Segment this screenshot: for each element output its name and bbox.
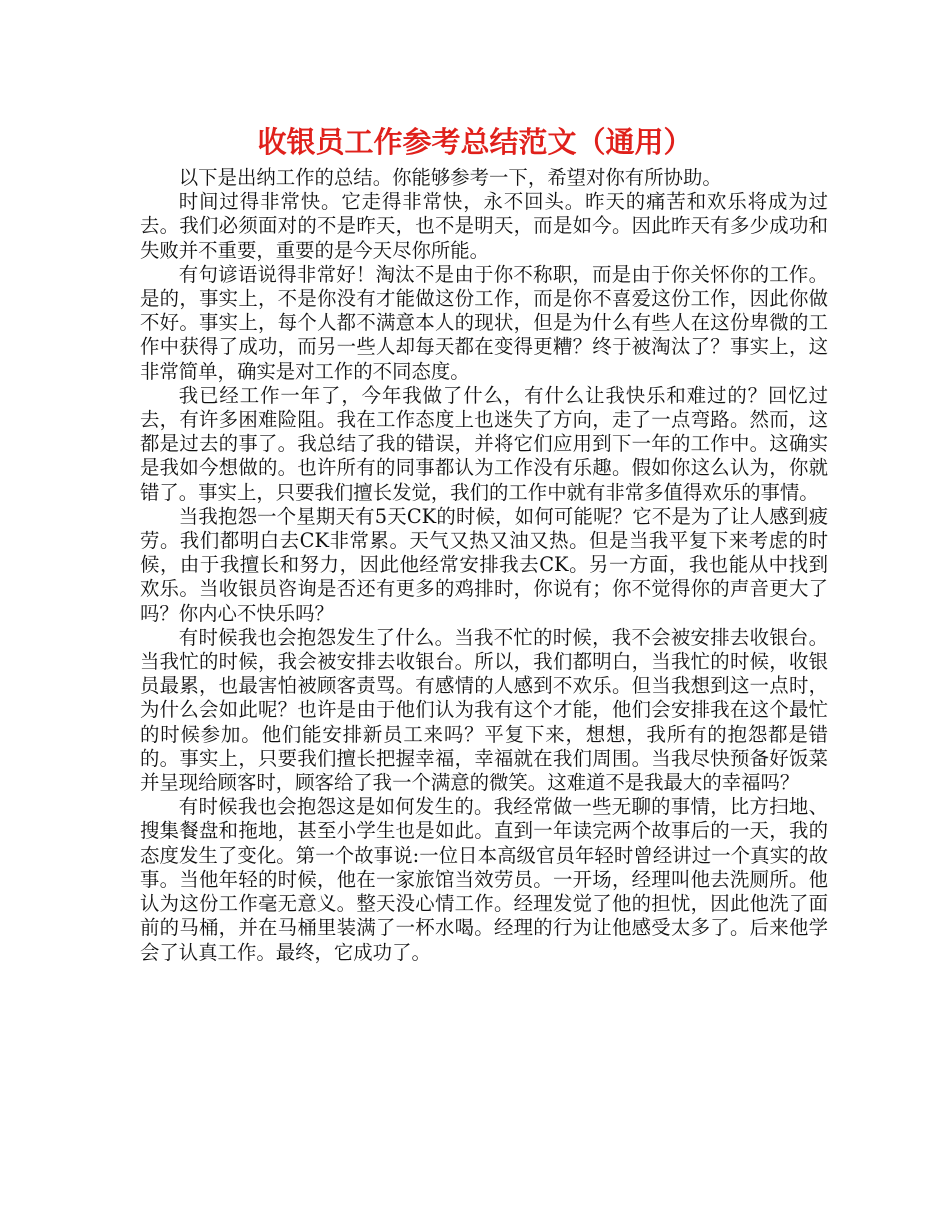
paragraph-intro: 以下是出纳工作的总结。你能够参考一下，希望对你有所协助。 bbox=[178, 166, 722, 189]
paragraph-ck: 当我抱怨一个星期天有5天CK的时候，如何可能呢？它不是为了让人感到疲劳。我们都明白去CK非常累。天气又热又油又热。但是当我平复下来考虑的时候，由于我擅长和努力，因此他经常安排我去CK。另一方面，我也能从中找到欢乐。当收银员咨询是否还有更多的鸡排时，你说有；你不觉得你的声音更大了吗？你内心不快乐吗？ bbox=[140, 504, 828, 625]
paragraph-attitude: 有句谚语说得非常好！淘汰不是由于你不称职，而是由于你关怀你的工作。是的，事实上，不是你没有才能做这份工作，而是你不喜爱这份工作，因此你做不好。事实上，每个人都不满意本人的现状，但是为什么有些人在这份卑微的工作中获得了成功，而另一些人却每天都在变得更糟？终于被淘汰了？事实上，这非常简单，确实是对工作的不同态度。 bbox=[140, 262, 828, 383]
paragraph-time: 时间过得非常快。它走得非常快，永不回头。昨天的痛苦和欢乐将成为过去。我们必须面对的不是昨天，也不是明天，而是如今。因此昨天有多少成功和失败并不重要，重要的是今天尽你所能。 bbox=[140, 190, 828, 262]
paragraph-cashier: 有时候我也会抱怨发生了什么。当我不忙的时候，我不会被安排去收银台。当我忙的时候，我会被安排去收银台。所以，我们都明白，当我忙的时候，收银员最累，也最害怕被顾客责骂。有感情的人感到不欢乐。但当我想到这一点时，为什么会如此呢？也许是由于他们认为我有这个才能，他们会安排我在这个最忙的时候参加。他们能安排新员工来吗？平复下来，想想，我所有的抱怨都是错的。事实上，只要我们擅长把握幸福，幸福就在我们周围。当我尽快预备好饭菜并呈现给顾客时，顾客给了我一个满意的微笑。这难道不是我最大的幸福吗？ bbox=[140, 625, 828, 795]
paragraph-one-year: 我已经工作一年了，今年我做了什么，有什么让我快乐和难过的？回忆过去，有许多困难险阻。我在工作态度上也迷失了方向，走了一点弯路。然而，这都是过去的事了。我总结了我的错误，并将它们应用到下一年的工作中。这确实是我如今想做的。也许所有的同事都认为工作没有乐趣。假如你这么认为，你就错了。事实上，只要我们擅长发觉，我们的工作中就有非常多值得欢乐的事情。 bbox=[140, 383, 828, 504]
document-body bbox=[140, 166, 828, 965]
document-title: 收银员工作参考总结范文（通用） bbox=[257, 125, 693, 159]
paragraph-story: 有时候我也会抱怨这是如何发生的。我经常做一些无聊的事情，比方扫地、搜集餐盘和拖地，甚至小学生也是如此。直到一年读完两个故事后的一天，我的态度发生了变化。第一个故事说:一位日本高级官员年轻时曾经讲过一个真实的故事。当他年轻的时候，他在一家旅馆当效劳员。一开场，经理叫他去洗厕所。他认为这份工作毫无意义。整天没心情工作。经理发觉了他的担忧，因此他洗了面前的马桶，并在马桶里装满了一杯水喝。经理的行为让他感受太多了。后来他学会了认真工作。最终，它成功了。 bbox=[140, 795, 828, 964]
